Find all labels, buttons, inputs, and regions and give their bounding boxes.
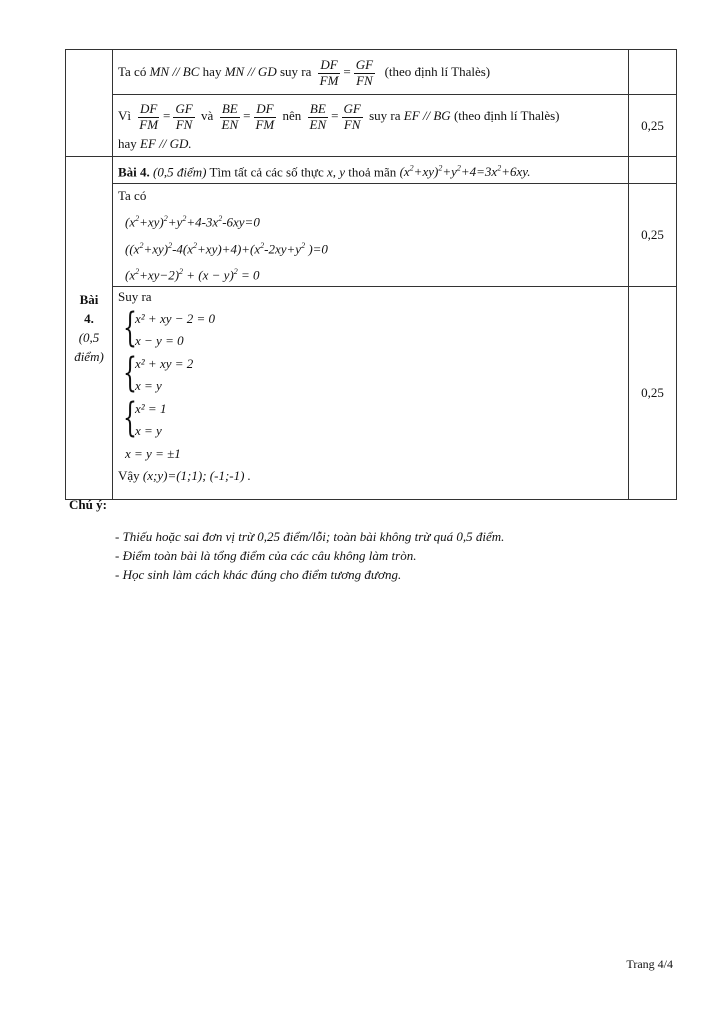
points-cell: 0,25 [629, 95, 677, 157]
points-cell-empty [629, 50, 677, 95]
text: Ta có [118, 64, 147, 79]
math-expr: MN // GD [224, 64, 277, 79]
fraction: $\frac{BE}{EN}$ [221, 101, 239, 132]
problem-label: Bài 4. [118, 164, 150, 180]
brace-icon: { [123, 395, 137, 442]
row-transform [113, 184, 629, 287]
fraction: $\frac{GF}{FN}$ [355, 57, 374, 88]
text: Suy ra [118, 289, 152, 305]
brace-icon: { [123, 305, 137, 352]
label-line: (0,5 [78, 330, 100, 346]
row-problem [113, 157, 629, 184]
equation-2: $((x^2+xy)^2-4(x^2+xy)+4)+(x^2-2xy+y^2$ )=0 [125, 240, 328, 256]
text: thoả mãn [348, 164, 397, 180]
brace-icon: { [123, 350, 137, 397]
system-1: { x² + xy − 2 = 0 x − y = 0 [123, 305, 216, 352]
text: hay [118, 136, 137, 151]
final-answer: (x;y)=(1;1); (-1;-1) . [142, 468, 251, 484]
math-expr: EF // BG [403, 108, 451, 123]
math-expr: MN // BC [149, 64, 200, 79]
system-3: { x² = 1 x = y [123, 395, 167, 442]
system-2: { x² + xy = 2 x = y [123, 350, 194, 397]
row-conclusion [113, 287, 629, 500]
fraction: $\frac{GF}{FN}$ [343, 101, 361, 132]
text: và [200, 108, 214, 123]
fraction: $\frac{DF}{FM}$ [319, 57, 339, 88]
note-item: - Điểm toàn bài là tổng điểm của các câu không làm tròn. [115, 548, 417, 563]
text: (theo định lí Thalès) [453, 108, 560, 123]
equals: = [343, 64, 351, 79]
text: (theo định lí Thalès) [384, 64, 491, 79]
label-line: điểm) [74, 349, 104, 365]
math-expr: x, y [327, 164, 346, 180]
fraction: $\frac{DF}{FM}$ [139, 101, 159, 132]
text: suy ra [369, 108, 401, 123]
label-line: 4. [84, 311, 94, 327]
note-item: - Học sinh làm cách khác đúng cho điểm tương đương. [115, 567, 402, 582]
text: Vậy [118, 468, 140, 484]
text: Ta có [118, 188, 147, 204]
notes-heading: Chú ý: [69, 497, 107, 512]
label-cell-prev [66, 50, 113, 157]
points-cell-empty [629, 157, 677, 184]
points-cell: 0,25 [629, 184, 677, 287]
bai4-label-cell [66, 157, 113, 500]
solution-table [65, 49, 677, 500]
notes-section [69, 495, 669, 584]
points-cell: 0,25 [629, 287, 677, 500]
equation-1: $(x^2+xy)^2+y^2+4-3x^2-6xy=0$ [125, 214, 260, 230]
result: x = y = ±1 [125, 446, 181, 462]
note-item: - Thiếu hoặc sai đơn vị trừ 0,25 điểm/lỗi; toàn bài không trừ quá 0,5 điểm. [115, 529, 505, 544]
fraction: $\frac{DF}{FM}$ [255, 101, 275, 132]
text: nên [282, 108, 302, 123]
label-line: Bài [79, 292, 99, 308]
fraction: $\frac{BE}{EN}$ [309, 101, 327, 132]
text: Tìm tất cả các số thực [209, 164, 324, 180]
text: Vì [118, 108, 131, 123]
text: suy ra [279, 64, 312, 79]
problem-points: (0,5 điểm) [153, 164, 207, 180]
text: hay [202, 64, 222, 79]
fraction: $\frac{GF}{FN}$ [175, 101, 193, 132]
equation-3: $(x^2+xy-2)^2 + (x - y)^2 = 0$ [125, 266, 260, 283]
math-expr: EF // GD. [140, 136, 192, 151]
row-ef-bg: Vì $\frac{DF}{FM}$ = $\frac{GF}{FN}$ và $\frac{BE}{EN}$ = $\frac{DF}{FM}$ nên $\frac{BE}{EN}$ = $\frac{GF}{FN}$ suy ra EF // BG (theo định lí Thalès) hay EF // GD. [113, 95, 629, 157]
row-mn-bc [113, 50, 629, 95]
problem-equation: $(x^2+xy)^2+y^2+4=3x^2+6xy$. [399, 164, 531, 180]
page-number: Trang 4/4 [626, 957, 673, 971]
